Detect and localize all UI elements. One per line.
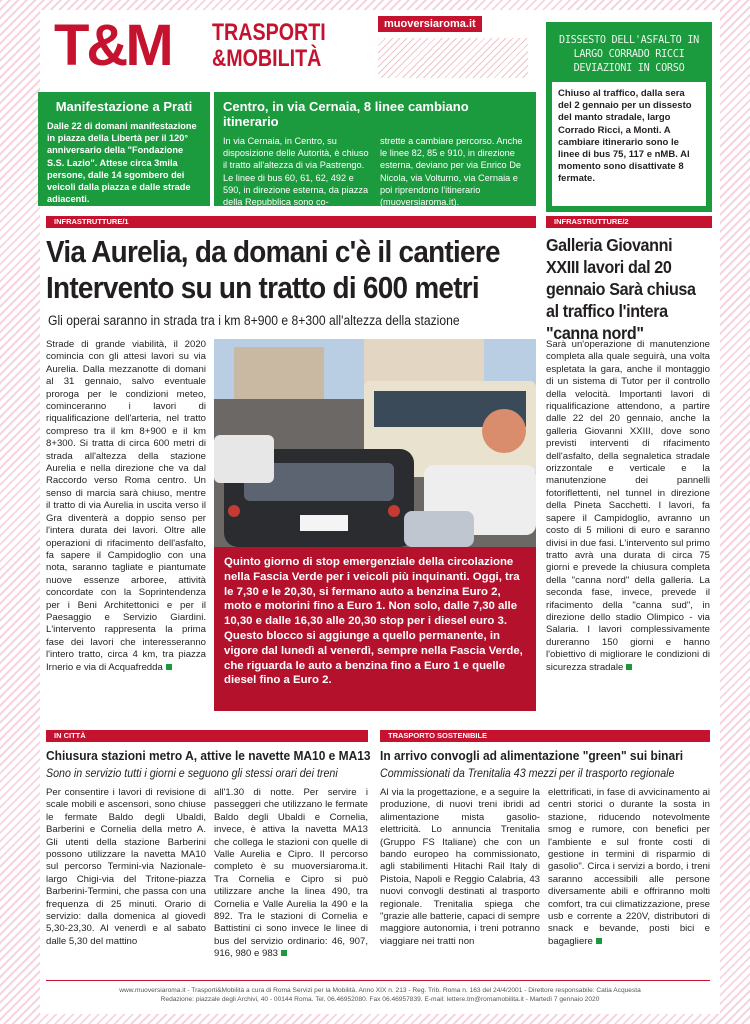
box-asfalto-text: Chiuso al traffico, dalla sera del 2 gennaio per un dissesto del manto stradale, largo Corrado Ricci, a Monti. A cambiare itinerario sono le linee di bus 75, 117 e nMB. Al momento sono disattivate 8 fermate. [558, 88, 692, 185]
end-mark-icon [596, 938, 602, 944]
masthead-stripes [378, 38, 528, 78]
traffic-photo [214, 339, 536, 547]
masthead-title-line2: &MOBILITÀ [212, 45, 322, 72]
citta-col1: Per consentire i lavori di revisione di scale mobili e ascensori, sono chiuse le fermate Baldo degli Ubaldi, Barberini e Cornelia della metro A. Gli utenti della stazione Barberini possono utilizzare la navetta MA10 sul percorso Termini-via Nazionale-largo Chigi-via del Tritone-piazza Barberini-Termini, che passa con una frequenza di 25 minuti. Orario di servizio: dalla domenica al giovedì 5,30-23,30. Al venerdì e al sabato dalle 5,30 del mattino [46, 787, 206, 947]
end-mark-icon [166, 664, 172, 670]
main-tag: INFRASTRUTTURE/1 [46, 216, 536, 228]
box-cernaia-col2: strette a cambiare percorso. Anche le linee 82, 85 e 910, in direzione esterna, deviano per via Enrico De Nicola, via Volturno, via Cernaia e poi riprendono l'itinerario (muoversiaroma.it). [380, 136, 523, 208]
main-body-text: Strade di grande viabilità, il 2020 comincia con gli attesi lavori su via Aurelia. Dalla mezzanotte di domani al 31 gennaio, salvo eventuale proroga per le condizioni meteo, cominceranno i lavori di riqualificazione dell'arteria, nel tratto compreso tra il km 8+900 e il km 8+300. Si tratta di circa 600 metri di strada all'altezza della stazione Aurelia e nella direzione che va dal Raccordo verso Roma centro. Un senso di marcia sarà chiuso, mentre il tratto di via Aurelia in uscita verso il Gra diventerà a doppio senso per l'intera durata dei lavori. Oltre alle operazioni di rifacimento dell'asfalto, fa sapere il Campidoglio con una nota, saranno tagliate e piantumate nuove essenze arboree, attività concordate con la Soprintendenza per i Beni Architettonici e per il Paesaggio e Servizio Giardini. L'intervento rappresenta la prima fase dei lavori che interesseranno l'intero tratto, circa 4 km, tra piazza Irnerio e via di Acquafredda [46, 339, 206, 673]
side-body-text: Sarà un'operazione di manutenzione completa alla quale seguirà, una volta espletata la gara, anche il montaggio di un sistema di Tutor per il controllo della velocità. Importanti lavori di riqualificazione attendono, a partire dalle 22 del 20 gennaio, anche la galleria Giovanni XXIII, dove sono previsti interventi di rifacimento dell'asfalto, della segnaletica stradale orizzontale e verticale e la manutenzione dei pannelli fotoriflettenti, nel tunnel in direzione della Pineta Sacchetti. I lavori, fa sapere il Campidoglio, avranno un costo di 5 milioni di euro e saranno divisi in due fasi. L'intervento sul primo tratto avrà una durata di circa 75 giorni e prevede la chiusura completa della "canna nord" della galleria. La seconda fase, invece, prevede il rifacimento della "canna sud", in direzione dello stadio Olimpico - via Salaria. I lavori complessivamente dureranno 150 giorni e hanno l'obiettivo di migliorare le condizioni di sicurezza stradale [546, 339, 710, 673]
photo-caption: Quinto giorno di stop emergenziale della circolazione nella Fascia Verde per i veicoli più inquinanti. Oggi, tra le 7,30 e le 20,30, si fermano auto a benzina Euro 2, moto e motorini fino a Euro 1. Non solo, dalle 7,30 alle 10,30 e dalle 16,30 alle 20,30 stop per i diesel euro 3. Questo blocco si aggiunge a quello permanente, in vigore dal lunedì al venerdì, sempre nella Fascia Verde, che riguarda le auto a benzina fino a Euro 1 e quelle diesel fino a Euro 2. [214, 547, 536, 711]
trains-subhead: Commissionati da Trenitalia 43 mezzi per il trasporto regionale [380, 767, 675, 780]
masthead-title-line1: TRASPORTI [212, 19, 326, 46]
box-asfalto-title: DISSESTO DELL'ASFALTO IN LARGO CORRADO RICCI DEVIAZIONI IN CORSO [552, 28, 706, 82]
box-asfalto [546, 22, 712, 212]
main-body [46, 339, 206, 674]
main-standfirst: Gli operai saranno in strada tra i km 8+900 e 8+300 all'altezza della stazione [48, 313, 460, 328]
masthead-title [212, 20, 326, 72]
footer-line1: www.muoversiaroma.it - Trasporti&Mobilità a cura di Roma Servizi per la Mobilità. Anno XIX n. 213 - Reg. Trib. Roma n. 163 del 24/4/2001 - Direttore responsabile: Catia Acquesta [119, 987, 641, 994]
footer-line2: Redazione: piazzale degli Archivi, 40 - 00144 Roma. Tel. 06.46952080. Fax 06.46957839. E-mail: lettere.tm@romamobilita.it - Martedì 7 gennaio 2020 [160, 996, 600, 1003]
masthead-logo: T&M [54, 13, 171, 78]
footer-rule [46, 980, 710, 981]
box-prati-title: Manifestazione a Prati [55, 99, 193, 114]
end-mark-icon [281, 950, 287, 956]
box-cernaia [214, 92, 536, 206]
citta-subhead: Sono in servizio tutti i giorni e seguono gli stessi orari dei treni [46, 767, 338, 780]
footer [50, 986, 710, 1004]
trains-col1: Al via la progettazione, e a seguire la produzione, di nuovi treni ibridi ad alimentazione mista gasolio-elettricità. Lo annuncia Trenitalia (Gruppo FS Italiane) che con un bando europeo ha commissionato, agli stabilimenti Hitachi Rail Italy di Pistoia, Napoli e Reggio Calabria, 43 nuovi convogli destinati al trasporto regionale. Trenitalia spiega che "grazie alle batterie, capaci di sempre maggiore autonomia, i treni potranno viaggiare nei tratti non [380, 787, 540, 947]
side-body [546, 339, 710, 674]
citta-tag: IN CITTÀ [46, 730, 368, 742]
trains-col2-text: elettrificati, in fase di avvicinamento ai centri storici o durante la sosta in stazione, riducendo notevolmente smog e rumore, con benefici per l'ambiente e sul fronte costi di gestione in termini di risparmio di gasolio". Circa i servizi a bordo, i treni saranno accessibili alle persone diversamente abili e offriranno molti comfort, tra cui climatizzazione, prese usb e corrente a 220V, distributori di snack e bevande, posti bici e bagagliere [548, 787, 710, 947]
side-headline: Galleria Giovanni XXIII lavori dal 20 gennaio Sarà chiusa al traffico l'intera "canna nord" [546, 235, 696, 343]
end-mark-icon [626, 664, 632, 670]
site-badge[interactable]: muoversiaroma.it [378, 16, 482, 32]
trains-col2 [548, 787, 710, 948]
citta-col2 [214, 787, 368, 961]
box-cernaia-col1: In via Cernaia, in Centro, su disposizione delle Autorità, è chiuso il tratto all'altezza di via Pastrengo. Le linee di bus 60, 61, 62, 492 e 590, in direzione esterna, da piazza della Repubblica sono co- [223, 136, 369, 208]
main-headline-line1: Via Aurelia, da domani c'è il cantiere [46, 234, 500, 269]
citta-col2-text: all'1.30 di notte. Per servire i passeggeri che utilizzano le fermate Baldo degli Ubaldi e Cornelia, invece, è attiva la navetta MA13 che collega le stazioni con quelle di Valle Aurelia e Cipro. Il percorso completo è su muoversiaroma.it. Tra Cornelia e Cipro si può utilizzare anche la linea 490, tra Cornelia e Valle Aurelia la 490 e la 892. Tra le stazioni di Cornelia e Battistini ci sono invece le linee di bus del servizio ordinario: 46, 907, 916, 980 e 983 [214, 787, 368, 960]
main-headline [46, 234, 537, 306]
trains-tag: TRASPORTO SOSTENIBILE [380, 730, 710, 742]
box-cernaia-title: Centro, in via Cernaia, 8 linee cambiano itinerario [223, 99, 469, 129]
citta-headline: Chiusura stazioni metro A, attive le navette MA10 e MA13 [46, 748, 371, 763]
box-prati [38, 92, 210, 206]
side-tag: INFRASTRUTTURE/2 [546, 216, 712, 228]
main-headline-line2: Intervento su un tratto di 600 metri [46, 270, 479, 305]
box-prati-text: Dalle 22 di domani manifestazione in piazza della Libertà per il 120° anniversario della "Fondazione S.S. Lazio". Attese circa 3mila persone, dalle 14 sgombero dei veicoli dalla piazza e dalle strade adiacenti. [47, 121, 197, 205]
trains-headline: In arrivo convogli ad alimentazione "green" sui binari [380, 748, 684, 763]
